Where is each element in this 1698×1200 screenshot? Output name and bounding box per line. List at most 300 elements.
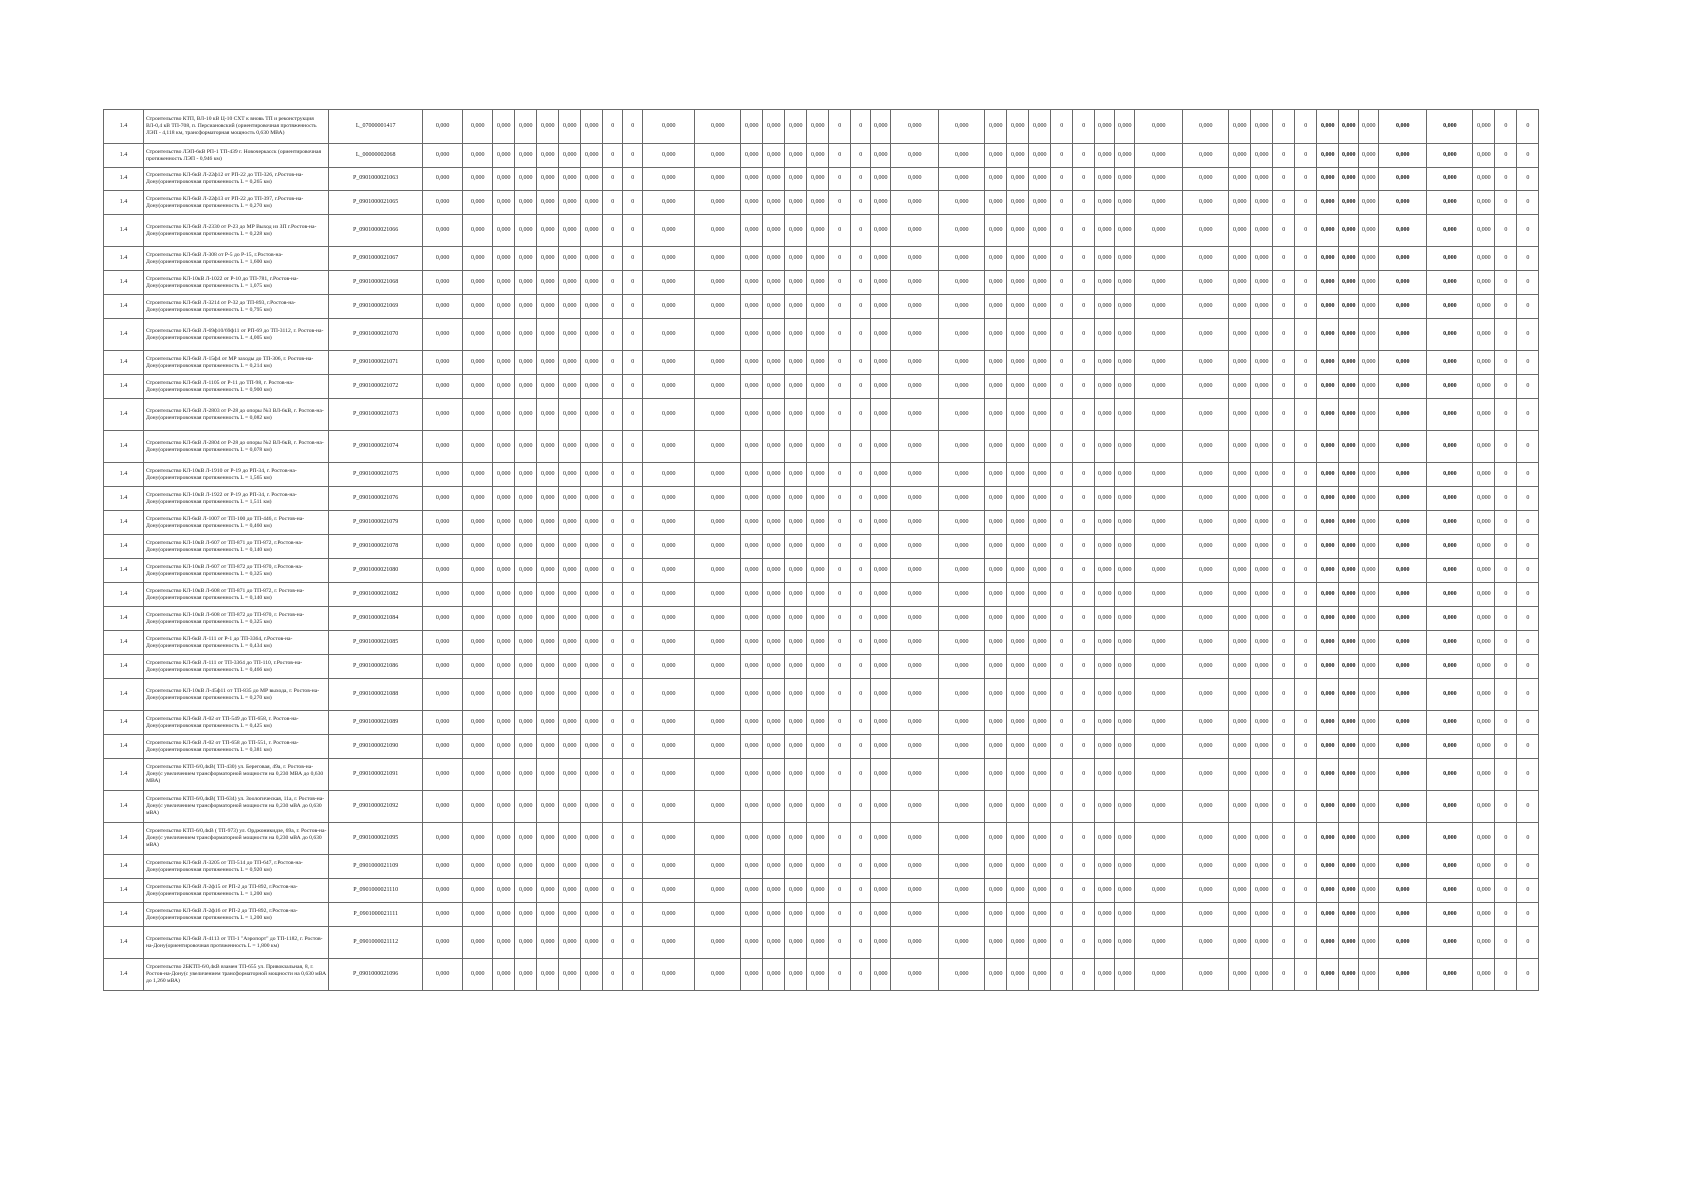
value-cell: 0,000 — [1095, 215, 1115, 247]
value-cell: 0,000 — [785, 399, 807, 431]
value-cell: 0,000 — [559, 823, 581, 855]
value-cell: 0,000 — [1029, 351, 1051, 375]
value-cell: 0,000 — [1427, 855, 1473, 879]
value-cell: 0,000 — [1251, 351, 1273, 375]
value-cell: 0,000 — [1427, 631, 1473, 655]
value-cell: 0,000 — [1115, 735, 1135, 759]
value-cell: 0 — [1495, 215, 1517, 247]
value-cell: 0,000 — [643, 711, 695, 735]
value-cell: 0,000 — [1379, 927, 1427, 959]
value-cell: 0,000 — [1007, 903, 1029, 927]
value-cell: 0,000 — [1473, 351, 1495, 375]
value-cell: 0 — [1295, 903, 1317, 927]
value-cell: 0,000 — [763, 295, 785, 319]
value-cell: 0,000 — [1029, 631, 1051, 655]
value-cell: 0,000 — [1007, 191, 1029, 215]
description-cell: Строительство КТП, ВЛ-10 кВ Ц-10 СХТ к вновь ТП и реконструкция ВЛ-0,4 кВ ТП-708, п. Персиановский (ориентировочная протяженность ЛЭП - 4,118 км, трансформаторная мощность 0,630 МВА) — [144, 110, 329, 144]
value-cell: 0,000 — [1379, 535, 1427, 559]
value-cell: 0,000 — [695, 295, 741, 319]
value-cell: 0,000 — [1317, 959, 1339, 991]
value-cell: 0,000 — [1095, 855, 1115, 879]
value-cell: 0,000 — [1339, 375, 1359, 399]
value-cell: 0 — [1273, 295, 1295, 319]
value-cell: 0 — [1073, 215, 1095, 247]
value-cell: 0 — [829, 559, 851, 583]
description-cell: Строительство КЛ-6кВ Л-2803 от Р-28 до опоры №3 ВЛ-6кВ, г. Ростов-на-Дону(ориентировочная протяженность L = 0,082 км) — [144, 399, 329, 431]
value-cell: 0 — [829, 319, 851, 351]
value-cell: 0 — [1051, 791, 1073, 823]
value-cell: 0,000 — [515, 110, 537, 144]
value-cell: 0,000 — [871, 927, 891, 959]
value-cell: 0,000 — [1135, 191, 1183, 215]
value-cell: 0,000 — [807, 319, 829, 351]
value-cell: 0,000 — [1135, 463, 1183, 487]
value-cell: 0,000 — [695, 535, 741, 559]
value-cell: 0,000 — [1229, 735, 1251, 759]
value-cell: 0,000 — [1473, 823, 1495, 855]
value-cell: 0 — [623, 511, 643, 535]
value-cell: 0,000 — [537, 110, 559, 144]
value-cell: 0 — [623, 319, 643, 351]
value-cell: 0,000 — [741, 823, 763, 855]
value-cell: 0,000 — [807, 247, 829, 271]
value-cell: 0 — [1051, 823, 1073, 855]
value-cell: 0,000 — [1359, 431, 1379, 463]
value-cell: 0,000 — [1427, 607, 1473, 631]
value-cell: 0,000 — [741, 144, 763, 168]
project-code-cell: L_00000002068 — [329, 144, 423, 168]
value-cell: 0 — [1495, 959, 1517, 991]
value-cell: 0,000 — [1115, 463, 1135, 487]
value-cell: 0,000 — [423, 463, 463, 487]
value-cell: 0,000 — [1115, 319, 1135, 351]
value-cell: 0 — [829, 168, 851, 191]
value-cell: 0,000 — [515, 735, 537, 759]
table-row — [104, 759, 1671, 791]
value-cell: 0,000 — [785, 168, 807, 191]
section-cell: 1.4 — [104, 191, 144, 215]
value-cell: 0,000 — [1115, 679, 1135, 711]
value-cell: 0 — [1295, 559, 1317, 583]
value-cell: 0 — [1295, 679, 1317, 711]
value-cell: 0 — [1295, 271, 1317, 295]
value-cell: 0,000 — [1095, 144, 1115, 168]
value-cell: 0,000 — [537, 144, 559, 168]
value-cell: 0,000 — [1317, 463, 1339, 487]
value-cell: 0,000 — [871, 215, 891, 247]
value-cell: 0,000 — [581, 351, 603, 375]
value-cell: 0 — [829, 735, 851, 759]
value-cell: 0,000 — [423, 351, 463, 375]
value-cell: 0,000 — [1029, 927, 1051, 959]
value-cell: 0,000 — [1379, 903, 1427, 927]
value-cell: 0,000 — [1229, 711, 1251, 735]
value-cell: 0 — [1073, 791, 1095, 823]
value-cell: 0,000 — [1339, 711, 1359, 735]
value-cell: 0,000 — [695, 215, 741, 247]
value-cell: 0,000 — [695, 759, 741, 791]
section-cell: 1.4 — [104, 711, 144, 735]
value-cell: 0,000 — [515, 583, 537, 607]
value-cell: 0,000 — [939, 959, 985, 991]
value-cell: 0,000 — [515, 559, 537, 583]
value-cell: 0,000 — [871, 295, 891, 319]
value-cell: 0 — [623, 927, 643, 959]
table-row — [104, 879, 1671, 903]
value-cell: 0,000 — [985, 631, 1007, 655]
value-cell: 0,000 — [537, 959, 559, 991]
value-cell: 0,000 — [1229, 511, 1251, 535]
value-cell: 0 — [1051, 487, 1073, 511]
project-code-cell: P_0901000021069 — [329, 295, 423, 319]
project-code-cell: P_0901000021109 — [329, 855, 423, 879]
value-cell: 0,000 — [1183, 879, 1229, 903]
value-cell: 0,000 — [891, 431, 939, 463]
value-cell: 0,000 — [581, 399, 603, 431]
value-cell: 0,000 — [1095, 559, 1115, 583]
value-cell: 0 — [1273, 399, 1295, 431]
value-cell: 0,000 — [493, 759, 515, 791]
value-cell: 0,000 — [515, 375, 537, 399]
value-cell: 0,000 — [643, 927, 695, 959]
value-cell: 0,000 — [493, 295, 515, 319]
value-cell: 0,000 — [1379, 759, 1427, 791]
value-cell: 0,000 — [741, 110, 763, 144]
value-cell: 0,000 — [1007, 351, 1029, 375]
value-cell: 0,000 — [1135, 655, 1183, 679]
value-cell: 0 — [603, 711, 623, 735]
value-cell: 0 — [1517, 399, 1539, 431]
value-cell: 0,000 — [1473, 903, 1495, 927]
value-cell: 0,000 — [1427, 559, 1473, 583]
value-cell: 0,000 — [741, 927, 763, 959]
value-cell: 0,000 — [741, 487, 763, 511]
value-cell: 0,000 — [1115, 559, 1135, 583]
value-cell: 0,000 — [515, 679, 537, 711]
value-cell: 0,000 — [1135, 759, 1183, 791]
value-cell: 0,000 — [1007, 735, 1029, 759]
value-cell: 0,000 — [763, 927, 785, 959]
value-cell: 0 — [1517, 168, 1539, 191]
value-cell: 0,000 — [939, 879, 985, 903]
value-cell: 0 — [1495, 375, 1517, 399]
value-cell: 0,000 — [463, 487, 493, 511]
value-cell: 0,000 — [423, 110, 463, 144]
value-cell: 0,000 — [871, 431, 891, 463]
value-cell: 0 — [1495, 735, 1517, 759]
value-cell: 0 — [1495, 535, 1517, 559]
value-cell: 0 — [1051, 735, 1073, 759]
value-cell: 0,000 — [537, 631, 559, 655]
value-cell: 0 — [1517, 215, 1539, 247]
table-row — [104, 959, 1671, 991]
value-cell: 0 — [1073, 271, 1095, 295]
value-cell: 0,000 — [785, 110, 807, 144]
value-cell: 0 — [1273, 631, 1295, 655]
value-cell: 0,000 — [1317, 879, 1339, 903]
value-cell: 0,000 — [423, 631, 463, 655]
value-cell: 0,000 — [559, 711, 581, 735]
value-cell: 0,000 — [463, 903, 493, 927]
value-cell: 0,000 — [985, 168, 1007, 191]
value-cell: 0,000 — [493, 927, 515, 959]
value-cell: 0,000 — [1135, 168, 1183, 191]
value-cell: 0,000 — [559, 487, 581, 511]
value-cell: 0,000 — [493, 399, 515, 431]
value-cell: 0,000 — [1183, 215, 1229, 247]
value-cell: 0,000 — [537, 375, 559, 399]
value-cell: 0,000 — [1095, 110, 1115, 144]
value-cell: 0,000 — [1317, 607, 1339, 631]
value-cell: 0,000 — [1095, 607, 1115, 631]
value-cell: 0,000 — [515, 655, 537, 679]
value-cell: 0 — [1051, 375, 1073, 399]
value-cell: 0,000 — [939, 759, 985, 791]
value-cell: 0,000 — [1427, 319, 1473, 351]
description-cell: Строительство КЛ-6кВ Л-1105 от Р-11 до ТП-98, г. Ростов-на-Дону(ориентировочная протяженность L = 0,900 км) — [144, 375, 329, 399]
project-code-cell: P_0901000021111 — [329, 903, 423, 927]
value-cell: 0,000 — [1251, 463, 1273, 487]
value-cell: 0 — [603, 271, 623, 295]
value-cell: 0,000 — [1251, 559, 1273, 583]
value-cell: 0,000 — [1115, 791, 1135, 823]
value-cell: 0,000 — [891, 679, 939, 711]
value-cell: 0,000 — [581, 271, 603, 295]
value-cell: 0,000 — [985, 511, 1007, 535]
value-cell: 0,000 — [1359, 679, 1379, 711]
value-cell: 0,000 — [807, 631, 829, 655]
value-cell: 0 — [603, 168, 623, 191]
value-cell: 0,000 — [1135, 735, 1183, 759]
value-cell: 0,000 — [643, 168, 695, 191]
value-cell: 0,000 — [537, 168, 559, 191]
value-cell: 0,000 — [1135, 559, 1183, 583]
value-cell: 0,000 — [463, 168, 493, 191]
value-cell: 0,000 — [871, 271, 891, 295]
value-cell: 0,000 — [985, 431, 1007, 463]
value-cell: 0,000 — [1317, 271, 1339, 295]
value-cell: 0,000 — [1317, 759, 1339, 791]
value-cell: 0 — [1295, 631, 1317, 655]
value-cell: 0 — [1073, 879, 1095, 903]
value-cell: 0,000 — [1427, 511, 1473, 535]
value-cell: 0,000 — [1339, 607, 1359, 631]
value-cell: 0,000 — [871, 487, 891, 511]
section-cell: 1.4 — [104, 144, 144, 168]
value-cell: 0 — [1295, 855, 1317, 879]
value-cell: 0,000 — [1029, 431, 1051, 463]
value-cell: 0,000 — [643, 559, 695, 583]
value-cell: 0 — [1051, 144, 1073, 168]
value-cell: 0,000 — [1183, 271, 1229, 295]
value-cell: 0,000 — [537, 399, 559, 431]
section-cell: 1.4 — [104, 855, 144, 879]
value-cell: 0,000 — [423, 215, 463, 247]
value-cell: 0,000 — [515, 431, 537, 463]
value-cell: 0 — [851, 855, 871, 879]
value-cell: 0,000 — [985, 110, 1007, 144]
value-cell: 0,000 — [1029, 271, 1051, 295]
value-cell: 0,000 — [423, 791, 463, 823]
value-cell: 0 — [603, 823, 623, 855]
value-cell: 0,000 — [537, 735, 559, 759]
value-cell: 0 — [829, 583, 851, 607]
value-cell: 0,000 — [891, 735, 939, 759]
table-row — [104, 191, 1671, 215]
value-cell: 0,000 — [891, 511, 939, 535]
value-cell: 0,000 — [581, 110, 603, 144]
value-cell: 0 — [851, 511, 871, 535]
value-cell: 0 — [1495, 319, 1517, 351]
value-cell: 0,000 — [1251, 959, 1273, 991]
value-cell: 0 — [1517, 927, 1539, 959]
value-cell: 0,000 — [581, 607, 603, 631]
value-cell: 0,000 — [695, 735, 741, 759]
value-cell: 0,000 — [1359, 823, 1379, 855]
value-cell: 0,000 — [871, 319, 891, 351]
value-cell: 0,000 — [1229, 168, 1251, 191]
value-cell: 0,000 — [537, 583, 559, 607]
value-cell: 0 — [623, 110, 643, 144]
value-cell: 0,000 — [1029, 399, 1051, 431]
value-cell: 0 — [851, 247, 871, 271]
value-cell: 0,000 — [871, 144, 891, 168]
value-cell: 0,000 — [1095, 823, 1115, 855]
value-cell: 0,000 — [1007, 431, 1029, 463]
value-cell: 0,000 — [1229, 559, 1251, 583]
value-cell: 0,000 — [581, 191, 603, 215]
value-cell: 0,000 — [939, 855, 985, 879]
value-cell: 0 — [623, 247, 643, 271]
value-cell: 0,000 — [807, 679, 829, 711]
value-cell: 0,000 — [1135, 110, 1183, 144]
value-cell: 0,000 — [463, 791, 493, 823]
value-cell: 0,000 — [785, 375, 807, 399]
value-cell: 0 — [1051, 759, 1073, 791]
value-cell: 0,000 — [939, 583, 985, 607]
value-cell: 0,000 — [785, 607, 807, 631]
value-cell: 0,000 — [423, 511, 463, 535]
value-cell: 0 — [1051, 511, 1073, 535]
value-cell: 0,000 — [423, 431, 463, 463]
value-cell: 0 — [1273, 583, 1295, 607]
value-cell: 0,000 — [1427, 927, 1473, 959]
value-cell: 0,000 — [785, 679, 807, 711]
value-cell: 0,000 — [493, 375, 515, 399]
value-cell: 0,000 — [559, 295, 581, 319]
value-cell: 0,000 — [559, 511, 581, 535]
value-cell: 0 — [1517, 711, 1539, 735]
value-cell: 0,000 — [1473, 144, 1495, 168]
value-cell: 0,000 — [1317, 110, 1339, 144]
value-cell: 0,000 — [559, 110, 581, 144]
value-cell: 0 — [1051, 431, 1073, 463]
value-cell: 0,000 — [1183, 559, 1229, 583]
value-cell: 0,000 — [423, 959, 463, 991]
value-cell: 0,000 — [1095, 735, 1115, 759]
value-cell: 0,000 — [515, 463, 537, 487]
value-cell: 0,000 — [763, 959, 785, 991]
value-cell: 0,000 — [1115, 271, 1135, 295]
value-cell: 0 — [1517, 351, 1539, 375]
value-cell: 0,000 — [695, 319, 741, 351]
value-cell: 0,000 — [515, 144, 537, 168]
section-cell: 1.4 — [104, 375, 144, 399]
value-cell: 0,000 — [1339, 463, 1359, 487]
value-cell: 0 — [851, 399, 871, 431]
value-cell: 0,000 — [423, 191, 463, 215]
value-cell: 0,000 — [1183, 463, 1229, 487]
value-cell: 0,000 — [1251, 247, 1273, 271]
value-cell: 0,000 — [891, 351, 939, 375]
value-cell: 0 — [829, 375, 851, 399]
value-cell: 0 — [1517, 191, 1539, 215]
value-cell: 0,000 — [695, 351, 741, 375]
value-cell: 0,000 — [463, 319, 493, 351]
value-cell: 0,000 — [807, 271, 829, 295]
project-code-cell: P_0901000021089 — [329, 711, 423, 735]
value-cell: 0,000 — [763, 559, 785, 583]
value-cell: 0,000 — [423, 535, 463, 559]
value-cell: 0,000 — [1473, 679, 1495, 711]
value-cell: 0,000 — [1427, 271, 1473, 295]
value-cell: 0,000 — [1095, 927, 1115, 959]
description-cell: Строительство КЛ-10кВ Л-1022 от Р-10 до ТП-781, г.Ростов-на-Дону(ориентировочная протяженность L = 1,075 км) — [144, 271, 329, 295]
value-cell: 0,000 — [463, 855, 493, 879]
value-cell: 0 — [603, 679, 623, 711]
description-cell: Строительство КЛ-6кВ Л-3205 от ТП-514 до ТП-647, г.Ростов-на-Дону(ориентировочная протяженность L = 0,920 км) — [144, 855, 329, 879]
value-cell: 0,000 — [763, 879, 785, 903]
value-cell: 0,000 — [939, 607, 985, 631]
value-cell: 0,000 — [785, 535, 807, 559]
value-cell: 0 — [1517, 110, 1539, 144]
value-cell: 0,000 — [939, 463, 985, 487]
value-cell: 0 — [1051, 559, 1073, 583]
value-cell: 0,000 — [1135, 823, 1183, 855]
value-cell: 0,000 — [1095, 903, 1115, 927]
value-cell: 0,000 — [1359, 319, 1379, 351]
value-cell: 0 — [1495, 351, 1517, 375]
value-cell: 0 — [603, 144, 623, 168]
value-cell: 0,000 — [763, 655, 785, 679]
value-cell: 0,000 — [1007, 655, 1029, 679]
description-cell: Строительство КЛ-10кВ Л-607 от ТП-872 до ТП-870, г.Ростов-на-Дону(ориентировочная протяженность L = 0,325 км) — [144, 559, 329, 583]
value-cell: 0,000 — [1007, 679, 1029, 711]
value-cell: 0,000 — [1229, 535, 1251, 559]
value-cell: 0,000 — [1029, 823, 1051, 855]
project-code-cell: P_0901000021082 — [329, 583, 423, 607]
value-cell: 0,000 — [581, 879, 603, 903]
value-cell: 0 — [1517, 295, 1539, 319]
value-cell: 0 — [1295, 110, 1317, 144]
table-row — [104, 144, 1671, 168]
value-cell: 0 — [1073, 487, 1095, 511]
value-cell: 0,000 — [1229, 191, 1251, 215]
value-cell: 0,000 — [1473, 535, 1495, 559]
value-cell: 0 — [1273, 144, 1295, 168]
value-cell: 0,000 — [695, 583, 741, 607]
value-cell: 0,000 — [1359, 879, 1379, 903]
value-cell: 0,000 — [939, 399, 985, 431]
value-cell: 0 — [603, 583, 623, 607]
value-cell: 0 — [829, 271, 851, 295]
value-cell: 0 — [1073, 463, 1095, 487]
value-cell: 0 — [1051, 631, 1073, 655]
value-cell: 0 — [603, 295, 623, 319]
table-body — [104, 110, 1671, 991]
value-cell: 0,000 — [871, 247, 891, 271]
value-cell: 0,000 — [741, 271, 763, 295]
